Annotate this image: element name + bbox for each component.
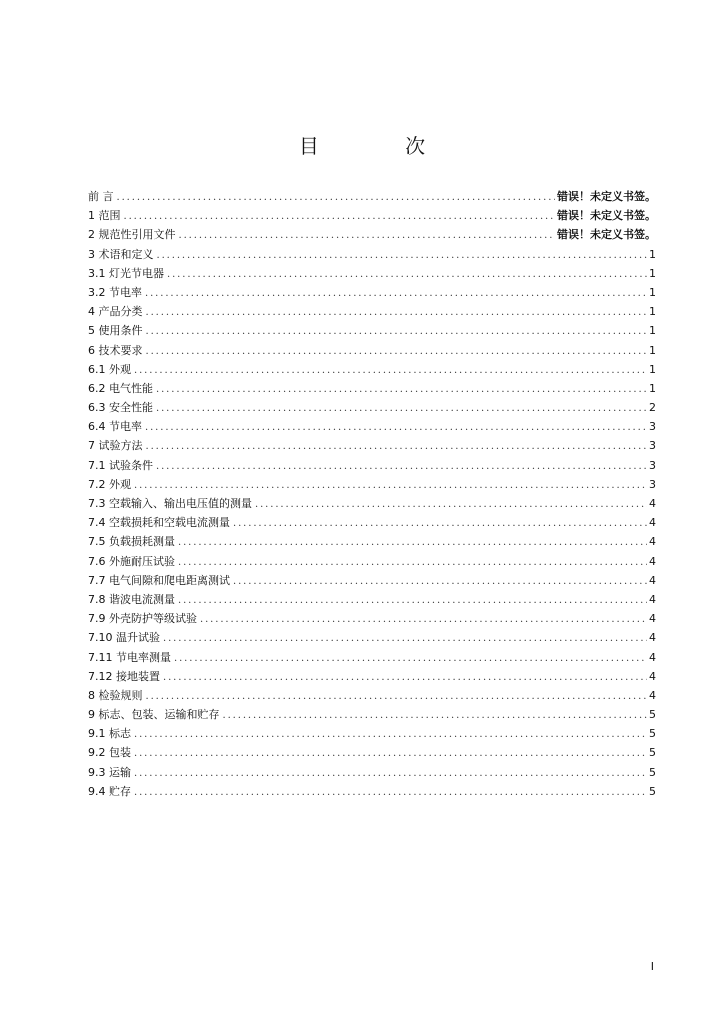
toc-entry[interactable]	[88, 571, 656, 590]
toc-entry-page: 5	[649, 708, 656, 722]
toc-entry-page: 4	[649, 669, 656, 683]
toc-entry-page: 4	[649, 631, 656, 645]
toc-entry-label: 4 产品分类	[88, 305, 143, 319]
toc-entry-page: 错误！未定义书签。	[557, 228, 656, 242]
toc-entry[interactable]	[88, 417, 656, 436]
toc-entry-page: 4	[649, 592, 656, 606]
toc-entry-label: 3.1 灯光节电器	[88, 266, 164, 280]
toc-entry[interactable]	[88, 264, 656, 283]
toc-entry-page: 4	[649, 516, 656, 530]
toc-leader-dots	[223, 706, 648, 725]
toc-entry-page: 2	[649, 401, 656, 415]
toc-entry[interactable]	[88, 782, 656, 801]
toc-entry-page: 1	[649, 343, 656, 357]
toc-entry[interactable]	[88, 648, 656, 667]
toc-leader-dots	[178, 533, 647, 552]
toc-entry-label: 7 试验方法	[88, 439, 143, 453]
toc-leader-dots	[124, 207, 556, 226]
toc-entry-label: 2 规范性引用文件	[88, 228, 176, 242]
toc-entry-label: 9.2 包装	[88, 746, 131, 760]
toc-leader-dots	[167, 265, 647, 284]
toc-entry[interactable]	[88, 283, 656, 302]
toc-entry-label: 7.7 电气间隙和爬电距离测试	[88, 573, 230, 587]
toc-entry-page: 4	[649, 650, 656, 664]
toc-entry-label: 7.3 空载输入、输出电压值的测量	[88, 497, 252, 510]
toc-leader-dots	[134, 476, 647, 495]
toc-entry[interactable]	[88, 532, 656, 551]
toc-entry[interactable]	[88, 341, 656, 360]
toc-entry-page: 4	[649, 612, 656, 626]
toc-entry-page: 5	[649, 746, 656, 760]
toc-entry-label: 7.8 谐波电流测量	[88, 592, 175, 606]
toc-leader-dots	[117, 188, 556, 207]
toc-entry-label: 7.5 负载损耗测量	[88, 535, 175, 549]
toc-leader-dots	[233, 514, 647, 533]
toc-leader-dots	[156, 457, 647, 476]
toc-entry[interactable]	[88, 609, 656, 628]
toc-entry[interactable]	[88, 724, 656, 743]
table-of-contents	[88, 187, 656, 801]
toc-entry-page: 5	[649, 784, 656, 798]
toc-entry-page: 1	[649, 266, 656, 280]
toc-entry-label: 1 范围	[88, 209, 121, 223]
toc-entry[interactable]	[88, 686, 656, 705]
toc-leader-dots	[255, 495, 647, 514]
toc-leader-dots	[134, 744, 647, 763]
toc-entry[interactable]	[88, 206, 656, 225]
toc-entry-label: 7.9 外壳防护等级试验	[88, 612, 197, 626]
toc-entry-label: 7.1 试验条件	[88, 458, 153, 472]
toc-entry[interactable]	[88, 302, 656, 321]
toc-leader-dots	[163, 668, 647, 687]
toc-entry-label: 9 标志、包装、运输和贮存	[88, 708, 220, 722]
toc-entry[interactable]	[88, 436, 656, 455]
toc-leader-dots	[163, 629, 647, 648]
toc-leader-dots	[134, 783, 647, 802]
toc-leader-dots	[134, 361, 647, 380]
page-title: 目 次	[298, 134, 466, 158]
toc-entry-label: 5 使用条件	[88, 324, 143, 338]
toc-entry[interactable]	[88, 225, 656, 244]
toc-entry[interactable]	[88, 705, 656, 724]
page-number: I	[650, 960, 654, 973]
toc-entry[interactable]	[88, 398, 656, 417]
toc-leader-dots	[178, 553, 647, 572]
toc-leader-dots	[179, 226, 556, 245]
toc-entry-label: 6.1 外观	[88, 362, 131, 376]
toc-leader-dots	[145, 418, 647, 437]
toc-entry-label: 前 言	[88, 190, 114, 203]
toc-entry[interactable]	[88, 494, 656, 513]
toc-entry-page: 4	[649, 573, 656, 587]
toc-entry-page: 1	[649, 381, 656, 395]
toc-leader-dots	[134, 725, 647, 744]
toc-entry-page: 3	[649, 420, 656, 434]
toc-entry-label: 6.2 电气性能	[88, 381, 153, 395]
toc-leader-dots	[178, 591, 647, 610]
toc-entry[interactable]	[88, 321, 656, 340]
toc-leader-dots	[146, 437, 648, 456]
toc-entry[interactable]	[88, 475, 656, 494]
toc-entry-page: 错误！未定义书签。	[557, 209, 656, 223]
toc-leader-dots	[146, 303, 648, 322]
toc-leader-dots	[146, 342, 648, 361]
toc-leader-dots	[174, 649, 647, 668]
toc-entry[interactable]	[88, 360, 656, 379]
toc-leader-dots	[146, 687, 648, 706]
toc-leader-dots	[233, 572, 647, 591]
toc-entry-label: 9.3 运输	[88, 765, 131, 779]
toc-entry[interactable]	[88, 513, 656, 532]
toc-entry[interactable]	[88, 187, 656, 206]
toc-entry[interactable]	[88, 763, 656, 782]
toc-leader-dots	[146, 322, 648, 341]
toc-entry-page: 3	[649, 458, 656, 472]
toc-entry-page: 1	[649, 324, 656, 338]
toc-entry-label: 6.4 节电率	[88, 420, 142, 434]
toc-entry-label: 3.2 节电率	[88, 285, 142, 299]
toc-entry-label: 3 术语和定义	[88, 247, 154, 261]
toc-entry-label: 6.3 安全性能	[88, 401, 153, 415]
toc-entry-page: 3	[649, 477, 656, 491]
toc-entry-label: 8 检验规则	[88, 688, 143, 702]
toc-leader-dots	[156, 399, 647, 418]
toc-entry-label: 6 技术要求	[88, 343, 143, 357]
toc-entry-label: 7.10 温升试验	[88, 631, 160, 645]
toc-entry-label: 7.2 外观	[88, 477, 131, 491]
toc-entry-label: 9.1 标志	[88, 727, 131, 741]
toc-entry-label: 7.6 外施耐压试验	[88, 554, 175, 568]
toc-entry-page: 1	[649, 362, 656, 376]
toc-leader-dots	[134, 764, 647, 783]
toc-entry[interactable]	[88, 552, 656, 571]
toc-entry-label: 9.4 贮存	[88, 784, 131, 798]
toc-entry[interactable]	[88, 590, 656, 609]
toc-entry-page: 1	[649, 305, 656, 319]
toc-entry-page: 4	[649, 554, 656, 568]
toc-entry[interactable]	[88, 667, 656, 686]
toc-entry-page: 错误！未定义书签。	[557, 190, 656, 203]
toc-entry-page: 5	[649, 727, 656, 741]
toc-entry-label: 7.12 接地装置	[88, 669, 160, 683]
toc-entry-page: 4	[649, 688, 656, 702]
toc-entry[interactable]	[88, 628, 656, 647]
toc-entry-page: 4	[649, 497, 656, 510]
toc-entry-page: 5	[649, 765, 656, 779]
toc-leader-dots	[157, 246, 648, 265]
toc-entry[interactable]	[88, 743, 656, 762]
toc-leader-dots	[156, 380, 647, 399]
toc-entry-page: 3	[649, 439, 656, 453]
toc-entry-page: 1	[649, 285, 656, 299]
toc-entry-page: 1	[649, 247, 656, 261]
toc-entry[interactable]	[88, 245, 656, 264]
toc-entry-label: 7.4 空载损耗和空载电流测量	[88, 516, 230, 530]
toc-entry-page: 4	[649, 535, 656, 549]
toc-leader-dots	[200, 610, 647, 629]
toc-leader-dots	[145, 284, 647, 303]
toc-entry[interactable]	[88, 456, 656, 475]
toc-entry[interactable]	[88, 379, 656, 398]
toc-entry-label: 7.11 节电率测量	[88, 650, 171, 664]
